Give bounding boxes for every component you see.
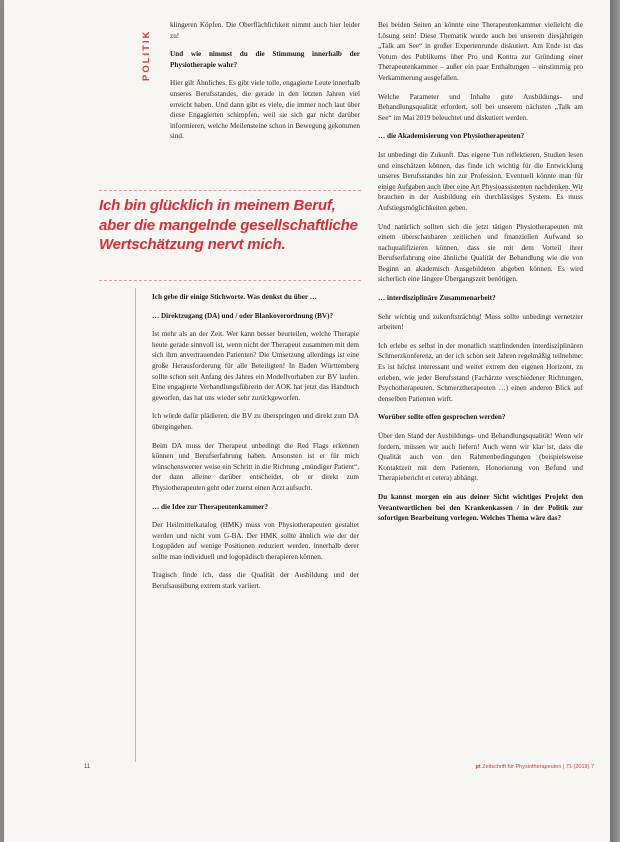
answer-paragraph: Welche Parameter und Inhalte gute Ausbildungs- und Behandlungsqualität erfordert, soll bei unserem nächsten „Talk am See“ im Mai 2019 beleuchtet und diskutiert werden. (378, 92, 583, 122)
footer-marker: pt (475, 764, 481, 770)
answer-paragraph: klingeren Köpfen. Die Oberflächlichkeit nimmt auch hier leider zu! (170, 21, 360, 40)
answer-paragraph: Sehr wichtig und zukunftsträchtig! Muss sollte unbedingt vernetzter arbeiten! (378, 312, 583, 332)
answer-paragraph: Der Heilmittelkatalog (HMK) muss von Physiotherapeuten gestaltet werden und nicht vom G-BA. Der HMK sollte ähnlich wie der der Logopäden auf wenige Positionen reduziert werden, innerhalb derer sollte man individuell und logopädisch therapieren können. (152, 521, 359, 561)
column-rule (135, 288, 136, 762)
pull-quote: Ich bin glücklich in meinem Beruf, aber die mangelnde gesellschaftliche Wertschätzung nervt mich. (99, 197, 358, 253)
answer-paragraph: Über den Stand der Ausbildungs- und Behandlungsqualität! Wenn wir fordern, müssen wir auch liefern! Auch wenn wir klar ist, dass die Qualität auch von den Rahmenbedingungen (beispielsweise Kontaktzeit mit dem Patienten, Honorierung von Befund und Therapiebericht et cetera) abhängt. (378, 432, 583, 483)
answer-paragraph: Bei beiden Seiten an könnte eine Therapeutenkammer vielleicht die Lösung sein! Diese Thematik wurde auch bei unserem diesjährigen „Talk am See“ in großer Expertenrunde diskutiert. Am Ende ist das Votum des Publikums über Pro und Kontra zur Gründung einer Therapeutenkammer – außer ein paar Enthaltungen – einstimmig pro Verkammerung ausgefallen. (378, 21, 583, 82)
answer-paragraph: Beim DA muss der Therapeut unbedingt die Red Flags erkennen können und Berufserfahrung haben. Ansonsten ist er für mich wünschenswerter weise ein Schritt in die Richtung „mündiger Patient“, der dann alleine darüber entscheidet, ob er direkt zum Physiotherapeuten geht oder zuerst einen Arzt aufsucht. (152, 441, 359, 492)
quote-divider-top (99, 190, 361, 191)
left-column-top (170, 20, 360, 150)
question-paragraph: … Direktzugang (DA) und / oder Blankoverordnung (BV)? (152, 311, 334, 320)
question-paragraph: Und wie nimmst du die Stimmung innerhalb der Physiotherapie wahr? (170, 50, 360, 69)
quote-divider-bottom (99, 280, 361, 281)
page-number: 11 (84, 764, 91, 770)
footer-text: Zeitschrift für Physiotherapeuten | 71 (2019) 7 (482, 764, 594, 770)
question-paragraph: Ich gebe dir einige Stichworte. Was denkst du über … (152, 293, 317, 301)
scan-edge (610, 0, 620, 842)
question-paragraph: Worüber sollte offen gesprochen werden? (378, 413, 506, 422)
footer (434, 764, 594, 770)
question-paragraph: … die Akademisierung von Physiotherapeuten? (378, 132, 525, 141)
answer-paragraph: Ist mehr als an der Zeit. Wer kann besser beurteilen, welche Therapie heute gerade sinnvoll ist, wenn nicht der Therapeut zusammen mit dem sich ihm anvertrauenden Patienten? Die Umsetzung allerdings ist eine große Herausforderung für alle Beteiligten! In Baden Württemberg sollte schon seit Anfang des Jahres ein Modellvorhaben zur BV laufen. Eine engagierte Verhandlungsführerin der AOK hat jetzt das Handtuch geworfen, das hat uns wieder sehr zurückgeworfen. (152, 330, 359, 402)
answer-paragraph: Hier gilt Ähnliches. Es gibt viele tolle, engagierte Leute innerhalb unseres Berufsstandes, die gerade in den letzten Jahren viel erreicht haben. Und dann gibt es viele, die immer noch laut über diese Engagierten schimpfen, weil sie sich gar nicht darüber informieren, welche Meilensteine schon in Bewegung gekommen sind. (170, 79, 360, 141)
section-label: POLITIK (141, 29, 152, 81)
question-paragraph: … interdisziplinäre Zusammenarbeit? (378, 294, 496, 303)
answer-paragraph: Ich erlebe es selbst in der monatlich stattfindenden interdisziplinären Schmerzkonferenz, an der ich schon seit Jahren regelmäßig teilnehme: Es ist höchst interessant und weitet extrem den eigenen Horizont, zu erleben, wie jeder Berufsstand (Fachärzte verschiedener Richtungen, Psychotherapeuten, Schmerztherapeuten …) einen anderen Blick auf denselben Patienten wirft. (378, 341, 583, 403)
answer-paragraph: Ich würde dafür plädieren, die BV zu überspringen und direkt zum DA übergingehen. (152, 412, 359, 431)
question-paragraph: … die Idee zur Therapeutenkammer? (152, 502, 268, 511)
left-column-bottom (152, 292, 359, 600)
question-paragraph: Du kannst morgen ein aus deiner Sicht wichtiges Projekt den Verantwortlichen bei den Krankenkassen / in der Politik zur sofortigen Bearbeitung vorlegen. Welches Thema wäre das? (378, 492, 583, 523)
right-column (378, 20, 583, 532)
answer-paragraph: Und natürlich sollten sich die jetzt tätigen Physiotherapeuten mit einem überschaubaren zeitlichen und finanziellen Aufwand so nachqualifizieren können, dass sie mit dem Vorteil ihrer Berufserfahrung eine ähnliche Qualität der Behandlung wie die von Beginn an akademisch Ausgebildeten abgeben können. Es wird sicherlich eine längere Übergangszeit benötigen. (378, 222, 583, 284)
answer-paragraph: Ist unbedingt die Zukunft. Das eigene Tun reflektieren, Studien lesen und einschätzen können, das finde ich wichtig für die Entwicklung unseres Berufsstandes hin zur Profession. Eventuell könnte man für einige Aufgaben auch über eine Art Physioassistenten nachdenken. Wir brauchen in der Ausbildung ein durchlässiges System. Es muss Aufstiegsmöglichkeiten geben. (378, 150, 583, 212)
magazine-page (4, 0, 610, 842)
answer-paragraph: Tragisch finde ich, dass die Qualität der Ausbildung und der Berufsausübung extrem stark variiert. (152, 571, 359, 591)
